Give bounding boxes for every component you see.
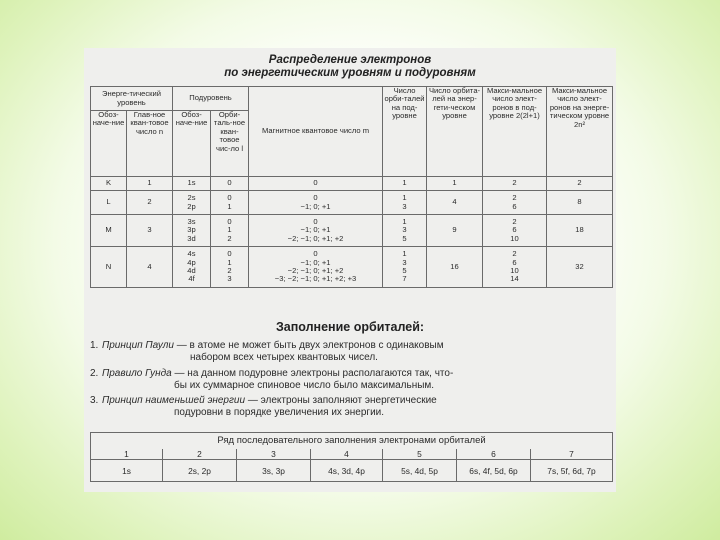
sequence-number: 2 xyxy=(163,449,237,460)
cell-n: 2 xyxy=(127,191,173,215)
cell-sublevel: 1s xyxy=(173,177,211,191)
header-max-electrons-sublevel: Макси-мальное число элект-ронов в под-уровне 2(2l+1) xyxy=(483,87,547,177)
sequence-number: 1 xyxy=(91,449,163,460)
rule-name: Принцип наименьшей энергии xyxy=(102,395,246,406)
page-subtitle: по энергетическим уровням и подуровням xyxy=(224,67,476,79)
filling-sequence-table xyxy=(90,432,613,482)
cell-max-sub: 2 6 10 xyxy=(483,215,547,247)
cell-m: 0 −1; 0; +1 −2; −1; 0; +1; +2 xyxy=(249,215,383,247)
rule-number: 2. xyxy=(90,368,99,379)
sequence-cell: 6s, 4f, 5d, 6p xyxy=(457,460,531,482)
page-title: Распределение электронов xyxy=(268,54,432,66)
cell-orbitals-sub: 1 3 5 7 xyxy=(383,247,427,288)
rule-body: — на данном подуровне электроны располагаются так, что- xyxy=(171,368,454,379)
cell-max-sub: 2 xyxy=(483,177,547,191)
cell-sublevel: 3s 3p 3d xyxy=(173,215,211,247)
table-row xyxy=(91,247,613,288)
rule-body: — электроны заполняют энергетические xyxy=(245,395,437,406)
cell-level: K xyxy=(91,177,127,191)
rule-number: 3. xyxy=(90,395,99,406)
sequence-cell: 7s, 5f, 6d, 7p xyxy=(531,460,613,482)
cell-m: 0 −1; 0; +1 −2; −1; 0; +1; +2 −3; −2; −1; 0; +1; +2; +3 xyxy=(249,247,383,288)
cell-orbitals-sub: 1 3 xyxy=(383,191,427,215)
header-magnetic-qn: Магнитное квантовое число m xyxy=(249,87,383,177)
sequence-number: 3 xyxy=(237,449,311,460)
rule-text xyxy=(102,340,610,364)
rule-text xyxy=(102,368,610,392)
header-orbital-qn: Орби-таль-ное кван-товое чис-ло l xyxy=(211,111,249,177)
rule-number: 1. xyxy=(90,340,99,351)
cell-max-level: 2 xyxy=(547,177,613,191)
cell-m: 0 xyxy=(249,177,383,191)
cell-n: 4 xyxy=(127,247,173,288)
rule-body-line2: набором всех четырех квантовых чисел. xyxy=(190,352,378,363)
rule-text xyxy=(102,395,610,419)
section-heading: Заполнение орбиталей: xyxy=(275,320,425,334)
sequence-caption: Ряд последовательного заполнения электронами орбиталей xyxy=(91,433,613,450)
cell-max-level: 32 xyxy=(547,247,613,288)
sequence-number: 4 xyxy=(311,449,383,460)
header-principal-qn: Глав-ное кван-товое число n xyxy=(127,111,173,177)
cell-m: 0 −1; 0; +1 xyxy=(249,191,383,215)
cell-l: 0 xyxy=(211,177,249,191)
cell-max-sub: 2 6 xyxy=(483,191,547,215)
rule-body: — в атоме не может быть двух электронов с одинаковым xyxy=(174,340,444,351)
sequence-number: 6 xyxy=(457,449,531,460)
sequence-cell: 5s, 4d, 5p xyxy=(383,460,457,482)
cell-n: 1 xyxy=(127,177,173,191)
sequence-number: 7 xyxy=(531,449,613,460)
cell-level: M xyxy=(91,215,127,247)
cell-orbitals-level: 16 xyxy=(427,247,483,288)
electron-distribution-table xyxy=(90,86,613,288)
cell-orbitals-level: 9 xyxy=(427,215,483,247)
table-row xyxy=(91,215,613,247)
header-sublevel-designation: Обоз-наче-ние xyxy=(173,111,211,177)
textbook-page xyxy=(84,48,616,492)
cell-orbitals-level: 4 xyxy=(427,191,483,215)
header-max-electrons-level: Макси-мальное число элект-ронов на энерге-тическом уровне 2n² xyxy=(547,87,613,177)
table-row xyxy=(91,177,613,191)
header-energy-level: Энерге-тический уровень xyxy=(91,87,173,111)
rule-body-line2: подуровни в порядке увеличения их энергии. xyxy=(174,407,385,418)
cell-sublevel: 2s 2p xyxy=(173,191,211,215)
rule-body-line2: бы их суммарное спиновое число было максимальным. xyxy=(174,380,435,391)
rule-name: Принцип Паули xyxy=(102,340,174,351)
cell-level: N xyxy=(91,247,127,288)
header-orbitals-per-level: Число орбита-лей на энер-гети-ческом уровне xyxy=(427,87,483,177)
sequence-cell: 4s, 3d, 4p xyxy=(311,460,383,482)
cell-max-level: 18 xyxy=(547,215,613,247)
sequence-cell: 2s, 2p xyxy=(163,460,237,482)
cell-max-level: 8 xyxy=(547,191,613,215)
rule-name: Правило Гунда xyxy=(102,368,172,379)
cell-sublevel: 4s 4p 4d 4f xyxy=(173,247,211,288)
cell-l: 0 1 2 3 xyxy=(211,247,249,288)
sequence-cell: 1s xyxy=(91,460,163,482)
cell-orbitals-sub: 1 xyxy=(383,177,427,191)
table-row xyxy=(91,191,613,215)
cell-l: 0 1 2 xyxy=(211,215,249,247)
cell-orbitals-sub: 1 3 5 xyxy=(383,215,427,247)
header-sublevel: Подуровень xyxy=(173,87,249,111)
cell-orbitals-level: 1 xyxy=(427,177,483,191)
cell-level: L xyxy=(91,191,127,215)
sequence-number: 5 xyxy=(383,449,457,460)
sequence-cell: 3s, 3p xyxy=(237,460,311,482)
cell-n: 3 xyxy=(127,215,173,247)
header-level-designation: Обоз-наче-ние xyxy=(91,111,127,177)
cell-max-sub: 2 6 10 14 xyxy=(483,247,547,288)
header-orbitals-per-sublevel: Число орби-талей на под-уровне xyxy=(383,87,427,177)
cell-l: 0 1 xyxy=(211,191,249,215)
